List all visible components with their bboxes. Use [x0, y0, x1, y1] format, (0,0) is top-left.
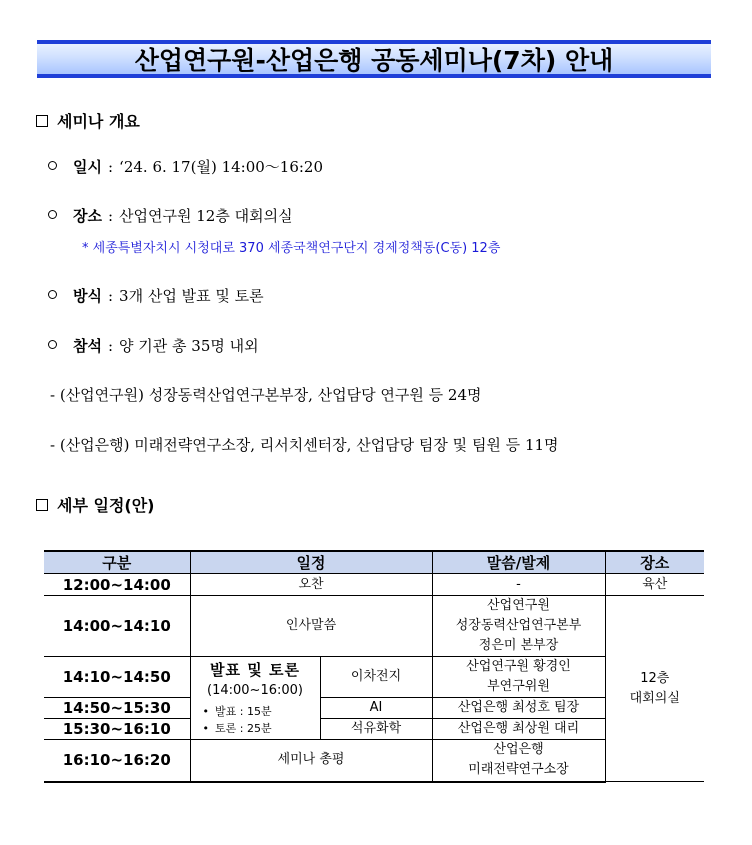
- speaker-cell: [432, 657, 605, 698]
- speaker-line: 산업연구원 황경인: [466, 659, 571, 674]
- presentation-item: • 토론 : 25분: [203, 720, 320, 737]
- agenda-cell: 인사말씀: [190, 596, 432, 657]
- presentation-cell: [190, 657, 320, 740]
- speaker-cell: -: [432, 574, 605, 596]
- section-schedule: [36, 493, 154, 516]
- presentation-item: • 발표 : 15분: [203, 703, 320, 720]
- circle-bullet-icon: [48, 161, 57, 170]
- page-title: 산업연구원-산업은행 공동세미나(7차) 안내: [134, 46, 614, 75]
- agenda-cell: 세미나 총평: [190, 740, 432, 782]
- attendance-value: 양 기관 총 35명 내외: [119, 337, 259, 355]
- speaker-cell: 산업은행 최성호 팀장: [432, 698, 605, 719]
- table-row: [44, 719, 704, 740]
- method-value: 3개 산업 발표 및 토론: [119, 287, 264, 305]
- attendance-item: 참석 : 양 기관 총 35명 내외: [48, 335, 259, 356]
- section-overview: [36, 109, 140, 132]
- topic-cell: 석유화학: [320, 719, 432, 740]
- checkbox-icon: [36, 115, 48, 127]
- speaker-line: 부연구위원: [487, 679, 550, 694]
- table-row: [44, 574, 704, 596]
- title-banner: [37, 40, 711, 78]
- presentation-title: 발표 및 토론: [210, 661, 300, 679]
- date-label: 일시: [73, 158, 102, 176]
- table-row: [44, 657, 704, 698]
- time-cell: 14:00~14:10: [44, 596, 190, 657]
- method-item: 방식 : 3개 산업 발표 및 토론: [48, 285, 264, 306]
- date-item: 일시 : ‘24. 6. 17(월) 14:00～16:20: [48, 156, 323, 177]
- table-row: [44, 740, 704, 782]
- circle-bullet-icon: [48, 290, 57, 299]
- time-cell: 16:10~16:20: [44, 740, 190, 782]
- header-cell: 말씀/발제: [432, 551, 605, 574]
- method-label: 방식: [73, 287, 102, 305]
- topic-cell: AI: [320, 698, 432, 719]
- speaker-line: 산업은행: [493, 742, 544, 758]
- place-cell: 육산: [605, 574, 704, 596]
- time-cell: 12:00~14:00: [44, 574, 190, 596]
- speaker-cell: [432, 596, 605, 657]
- main-place-cell: [605, 596, 704, 782]
- table-row: [44, 596, 704, 657]
- place-value: 산업연구원 12층 대회의실: [119, 207, 293, 225]
- speaker-cell: [432, 740, 605, 782]
- place-line: 12층: [640, 670, 670, 686]
- time-cell: 14:50~15:30: [44, 698, 190, 719]
- date-value: ‘24. 6. 17(월) 14:00～16:20: [119, 158, 324, 176]
- presentation-time: (14:00~16:00): [207, 683, 303, 698]
- speaker-line: 미래전략연구소장: [468, 762, 569, 778]
- circle-bullet-icon: [48, 340, 57, 349]
- place-item: 장소 : 산업연구원 12층 대회의실: [48, 205, 293, 226]
- place-line: 대회의실: [629, 690, 680, 706]
- attendance-label: 참석: [73, 337, 102, 355]
- speaker-line: 정은미 본부장: [478, 638, 559, 653]
- header-cell: 일정: [190, 551, 432, 574]
- speaker-line: 성장동력산업연구본부: [455, 618, 582, 633]
- table-header-row: [44, 551, 704, 574]
- place-label: 장소: [73, 207, 102, 225]
- attendee-line: - (산업은행) 미래전략연구소장, 리서치센터장, 산업담당 팀장 및 팀원 등 11명: [50, 436, 559, 454]
- place-address-note: * 세종특별자치시 시청대로 370 세종국책연구단지 경제정책동(C동) 12층: [82, 241, 501, 256]
- agenda-cell: 오찬: [190, 574, 432, 596]
- circle-bullet-icon: [48, 210, 57, 219]
- header-cell: 구분: [44, 551, 190, 574]
- time-cell: 15:30~16:10: [44, 719, 190, 740]
- topic-cell: 이차전지: [320, 657, 432, 698]
- table-row: [44, 698, 704, 719]
- checkbox-icon: [36, 499, 48, 511]
- schedule-table: [44, 550, 704, 783]
- time-cell: 14:10~14:50: [44, 657, 190, 698]
- attendee-line: - (산업연구원) 성장동력산업연구본부장, 산업담당 연구원 등 24명: [50, 386, 482, 404]
- speaker-cell: 산업은행 최상원 대리: [432, 719, 605, 740]
- section-schedule-heading: 세부 일정(안): [57, 496, 155, 515]
- header-cell: 장소: [605, 551, 704, 574]
- section-overview-heading: 세미나 개요: [57, 112, 140, 131]
- presentation-items: [191, 703, 320, 737]
- speaker-line: 산업연구원: [487, 598, 550, 613]
